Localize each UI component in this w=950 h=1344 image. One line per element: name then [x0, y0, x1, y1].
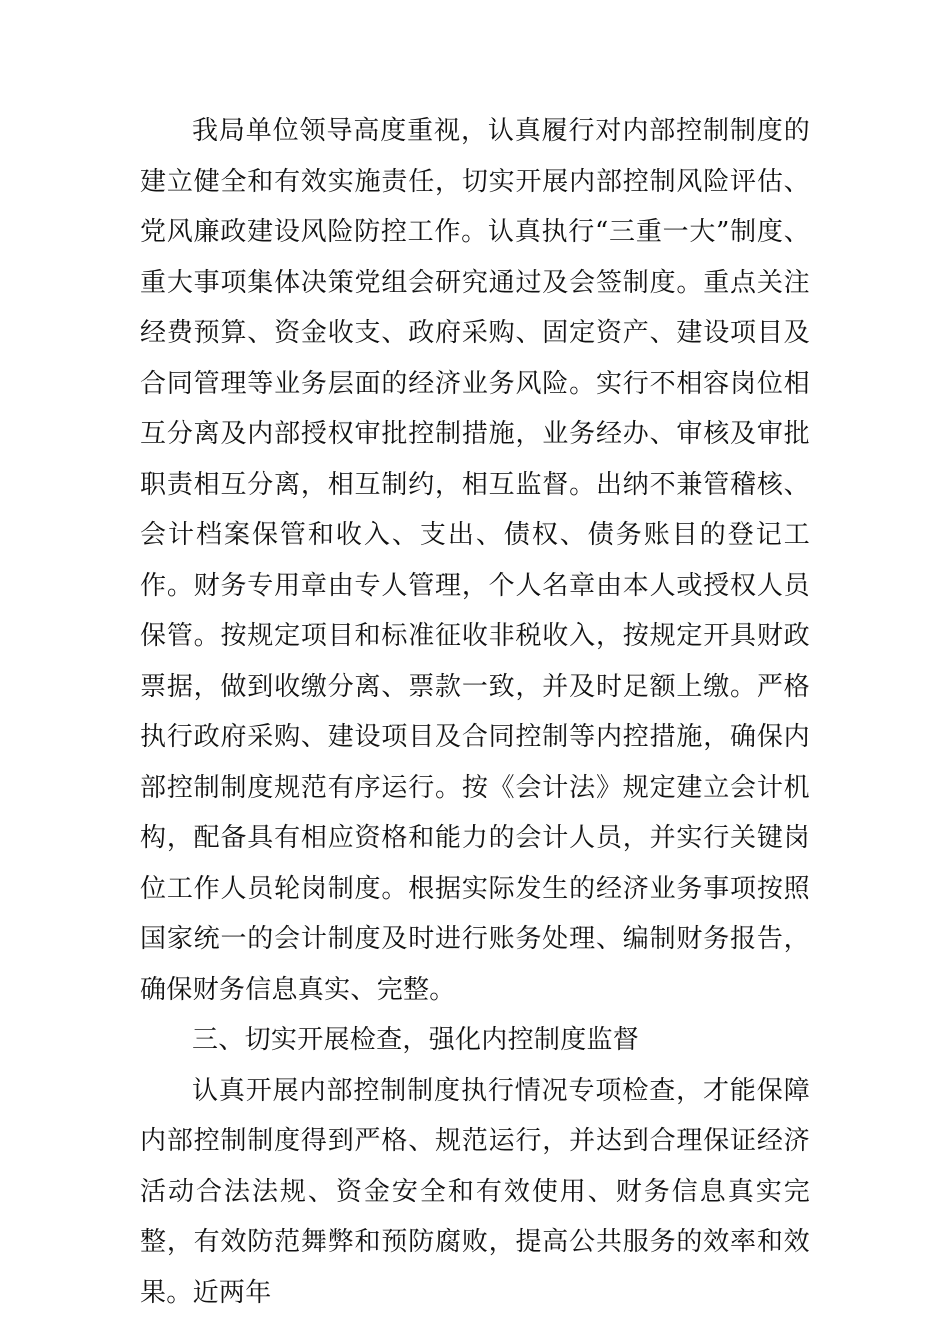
section-heading: 三、切实开展检查，强化内控制度监督 — [192, 1025, 640, 1055]
document-body — [140, 106, 810, 1318]
body-paragraph: 认真开展内部控制制度执行情况专项检查，才能保障内部控制制度得到严格、规范运行，并达到合理保证经济活动合法法规、资金安全和有效使用、财务信息真实完整，有效防范舞弊和预防腐败，提高公共服务的效率和效果。近两年 — [140, 1075, 810, 1308]
body-paragraph: 我局单位领导高度重视，认真履行对内部控制制度的建立健全和有效实施责任，切实开展内部控制风险评估、党风廉政建设风险防控工作。认真执行“三重一大”制度、重大事项集体决策党组会研究通过及会签制度。重点关注经费预算、资金收支、政府采购、固定资产、建设项目及合同管理等业务层面的经济业务风险。实行不相容岗位相互分离及内部授权审批控制措施，业务经办、审核及审批职责相互分离，相互制约，相互监督。出纳不兼管稽核、会计档案保管和收入、支出、债权、债务账目的登记工作。财务专用章由专人管理，个人名章由本人或授权人员保管。按规定项目和标准征收非税收入，按规定开具财政票据，做到收缴分离、票款一致，并及时足额上缴。严格执行政府采购、建设项目及合同控制等内控措施，确保内部控制制度规范有序运行。按《会计法》规定建立会计机构，配备具有相应资格和能力的会计人员，并实行关键岗位工作人员轮岗制度。根据实际发生的经济业务事项按照国家统一的会计制度及时进行账务处理、编制财务报告，确保财务信息真实、完整。 — [140, 116, 810, 1005]
